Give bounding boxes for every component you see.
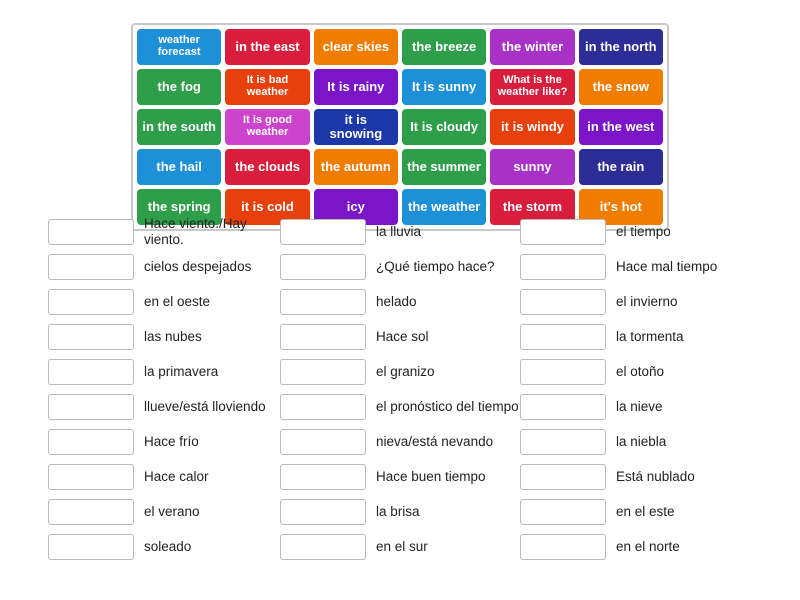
answer-row [48, 214, 280, 249]
answer-label: helado [376, 293, 417, 309]
answer-label: en el oeste [144, 293, 211, 309]
tile-row [135, 107, 665, 147]
answer-row [520, 459, 760, 494]
draggable-tile[interactable]: It is rainy [314, 69, 398, 105]
answer-row [48, 424, 280, 459]
drop-target[interactable] [520, 289, 606, 315]
answer-row [280, 284, 520, 319]
drop-target[interactable] [280, 324, 366, 350]
answer-label: en el norte [616, 538, 680, 554]
drop-target[interactable] [520, 534, 606, 560]
answer-row [280, 424, 520, 459]
answer-label: la nieve [616, 398, 663, 414]
answer-label: el tiempo [616, 223, 671, 239]
tile-row [135, 67, 665, 107]
answer-label: soleado [144, 538, 192, 554]
answer-row [48, 389, 280, 424]
answer-row [48, 529, 280, 564]
answer-label: la tormenta [616, 328, 684, 344]
draggable-tile[interactable]: the snow [579, 69, 663, 105]
draggable-tile[interactable]: the autumn [314, 149, 398, 185]
answer-row [520, 319, 760, 354]
draggable-tile[interactable]: it is windy [490, 109, 574, 145]
draggable-tile[interactable]: the storm [490, 189, 574, 225]
tile-row [135, 27, 665, 67]
draggable-tile[interactable]: weather forecast [137, 29, 221, 65]
drop-target[interactable] [48, 534, 134, 560]
draggable-tile[interactable]: It is cloudy [402, 109, 486, 145]
answer-label: el granizo [376, 363, 435, 379]
answer-label: ¿Qué tiempo hace? [376, 258, 495, 274]
answer-label: el pronóstico del tiempo [376, 398, 519, 414]
draggable-tile[interactable]: It is bad weather [225, 69, 309, 105]
answer-row [48, 494, 280, 529]
drop-target[interactable] [520, 499, 606, 525]
draggable-tile[interactable]: icy [314, 189, 398, 225]
drop-target[interactable] [48, 464, 134, 490]
draggable-tile[interactable]: the clouds [225, 149, 309, 185]
answer-label: llueve/está lloviendo [144, 398, 266, 414]
answer-row [280, 249, 520, 284]
draggable-tile[interactable]: in the south [137, 109, 221, 145]
answer-label: en el este [616, 503, 675, 519]
drop-target[interactable] [520, 464, 606, 490]
draggable-tile[interactable]: the winter [490, 29, 574, 65]
answer-row [520, 284, 760, 319]
answer-label: el verano [144, 503, 200, 519]
drop-target[interactable] [48, 289, 134, 315]
draggable-tile[interactable]: it's hot [579, 189, 663, 225]
draggable-tile[interactable]: What is the weather like? [490, 69, 574, 105]
drop-target[interactable] [48, 219, 134, 245]
answer-row [520, 214, 760, 249]
drop-target[interactable] [280, 394, 366, 420]
answer-label: en el sur [376, 538, 428, 554]
answer-row [520, 424, 760, 459]
answer-label: Hace calor [144, 468, 209, 484]
drop-target[interactable] [280, 499, 366, 525]
answer-row [520, 529, 760, 564]
answer-list [48, 214, 760, 564]
answer-row [48, 319, 280, 354]
tile-row [135, 147, 665, 187]
draggable-tile[interactable]: the summer [402, 149, 486, 185]
drop-target[interactable] [520, 254, 606, 280]
drop-target[interactable] [280, 429, 366, 455]
drop-target[interactable] [520, 219, 606, 245]
drop-target[interactable] [48, 429, 134, 455]
draggable-tile[interactable]: it is cold [225, 189, 309, 225]
drop-target[interactable] [280, 219, 366, 245]
draggable-tile[interactable]: the breeze [402, 29, 486, 65]
answer-label: el otoño [616, 363, 665, 379]
answer-row [520, 494, 760, 529]
drop-target[interactable] [48, 359, 134, 385]
drop-target[interactable] [280, 359, 366, 385]
answer-label: Está nublado [616, 468, 695, 484]
answer-label: las nubes [144, 328, 202, 344]
draggable-tile[interactable]: the weather [402, 189, 486, 225]
draggable-tile[interactable]: the spring [137, 189, 221, 225]
answer-label: Hace buen tiempo [376, 468, 486, 484]
answer-label: Hace sol [376, 328, 429, 344]
draggable-tile[interactable]: it is snowing [314, 109, 398, 145]
answer-row [520, 389, 760, 424]
drop-target[interactable] [520, 394, 606, 420]
answer-row [48, 354, 280, 389]
draggable-tile[interactable]: in the north [579, 29, 663, 65]
draggable-tile[interactable]: the fog [137, 69, 221, 105]
answer-row [520, 354, 760, 389]
answer-label: nieva/está nevando [376, 433, 494, 449]
draggable-tile[interactable]: the rain [579, 149, 663, 185]
answer-row [520, 249, 760, 284]
drop-target[interactable] [280, 464, 366, 490]
drop-target[interactable] [520, 429, 606, 455]
answer-label: Hace frío [144, 433, 199, 449]
draggable-tile[interactable]: in the west [579, 109, 663, 145]
draggable-tile[interactable]: It is sunny [402, 69, 486, 105]
draggable-tile[interactable]: clear skies [314, 29, 398, 65]
drop-target[interactable] [520, 324, 606, 350]
answer-row [280, 459, 520, 494]
answer-label: cielos despejados [144, 258, 252, 274]
answer-row [48, 249, 280, 284]
answer-row [280, 319, 520, 354]
answer-row [280, 389, 520, 424]
answer-row [280, 529, 520, 564]
answer-row [280, 494, 520, 529]
answer-row [48, 284, 280, 319]
draggable-tile[interactable]: the hail [137, 149, 221, 185]
answer-label: la primavera [144, 363, 219, 379]
drop-target[interactable] [48, 254, 134, 280]
draggable-tile[interactable]: in the east [225, 29, 309, 65]
drop-target[interactable] [280, 254, 366, 280]
tile-bank [131, 23, 669, 231]
answer-label: la niebla [616, 433, 667, 449]
drop-target[interactable] [48, 499, 134, 525]
drop-target[interactable] [48, 394, 134, 420]
answer-label: el invierno [616, 293, 678, 309]
answer-label: Hace mal tiempo [616, 258, 718, 274]
answer-row [280, 354, 520, 389]
draggable-tile[interactable]: It is good weather [225, 109, 309, 145]
drop-target[interactable] [520, 359, 606, 385]
answer-label: la brisa [376, 503, 420, 519]
answer-label: Hace viento./Hay viento. [144, 216, 247, 247]
drop-target[interactable] [280, 534, 366, 560]
draggable-tile[interactable]: sunny [490, 149, 574, 185]
answer-row [48, 459, 280, 494]
answer-row [280, 214, 520, 249]
drop-target[interactable] [48, 324, 134, 350]
drop-target[interactable] [280, 289, 366, 315]
answer-label: la lluvia [376, 223, 422, 239]
